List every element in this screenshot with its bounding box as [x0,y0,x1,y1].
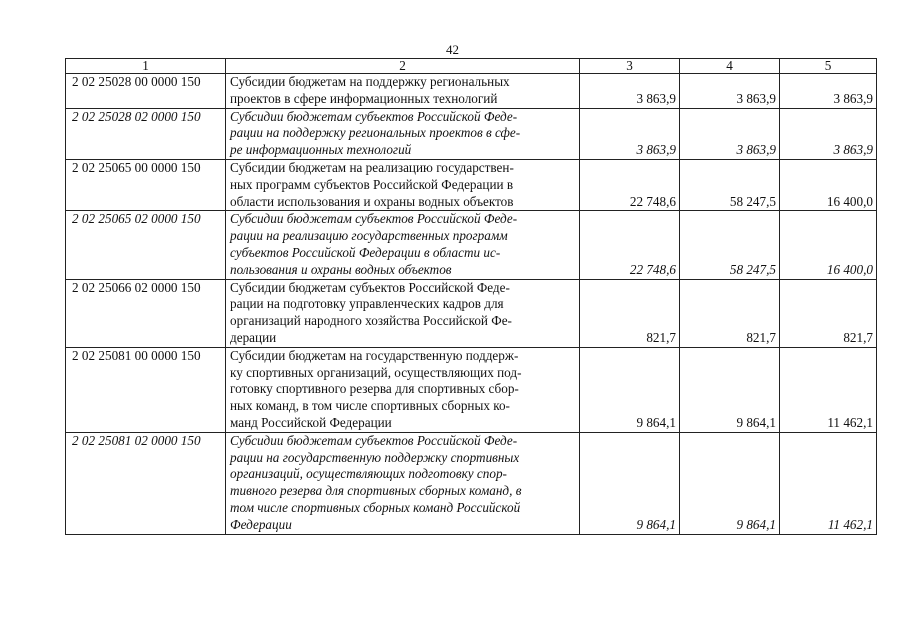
table-row [66,108,877,159]
amount-cell-col-5: 11 462,1 [780,432,877,534]
description-line: ных команд, в том числе спортивных сборных ко- [230,398,510,414]
table-row [66,432,877,534]
description-cell [226,211,580,279]
header-cell-3: 3 [580,59,680,74]
description-line: организаций народного хозяйства Российской Фе- [230,313,512,329]
budget-code-cell: 2 02 25081 02 0000 150 [66,432,226,534]
header-cell-5: 5 [780,59,877,74]
amount-cell-col-3: 22 748,6 [580,211,680,279]
amount-cell-col-3: 9 864,1 [580,347,680,432]
budget-code-cell: 2 02 25066 02 0000 150 [66,279,226,347]
header-cell-1: 1 [66,59,226,74]
amount-cell-col-4: 821,7 [680,279,780,347]
description-cell [226,74,580,109]
description-line: области использования и охраны водных объектов [230,193,514,209]
description-cell [226,432,580,534]
table-row [66,74,877,109]
description-line: манд Российской Федерации [230,414,392,430]
description-line: рации на реализацию государственных программ [230,228,508,244]
description-line: Федерации [230,516,292,532]
amount-cell-col-4: 3 863,9 [680,74,780,109]
description-line: пользования и охраны водных объектов [230,261,452,277]
description-line: Субсидии бюджетам на поддержку региональных [230,74,510,89]
description-line: дерации [230,329,277,345]
amount-cell-col-5: 3 863,9 [780,108,877,159]
description-line: тивного резерва для спортивных сборных команд, в [230,483,522,499]
amount-cell-col-5: 821,7 [780,279,877,347]
description-line: рации на государственную поддержку спортивных [230,449,520,465]
description-cell [226,159,580,210]
header-row [66,59,877,74]
amount-cell-col-5: 16 400,0 [780,211,877,279]
amount-cell-col-4: 3 863,9 [680,108,780,159]
amount-cell-col-3: 22 748,6 [580,159,680,210]
amount-cell-col-4: 58 247,5 [680,159,780,210]
description-line: Субсидии бюджетам субъектов Российской Феде- [230,432,518,448]
description-line: проектов в сфере информационных технологий [230,90,498,106]
description-line: Субсидии бюджетам на реализацию государствен- [230,159,514,175]
description-line: ных программ субъектов Российской Федерации в [230,176,514,192]
budget-code-cell: 2 02 25065 00 0000 150 [66,159,226,210]
budget-code-cell: 2 02 25028 02 0000 150 [66,108,226,159]
table-body [66,74,877,535]
description-cell [226,347,580,432]
amount-cell-col-4: 58 247,5 [680,211,780,279]
budget-table [65,58,877,535]
amount-cell-col-3: 821,7 [580,279,680,347]
description-line: том числе спортивных сборных команд Российской [230,499,521,515]
amount-cell-col-3: 3 863,9 [580,108,680,159]
header-cell-2: 2 [226,59,580,74]
description-line: Субсидии бюджетам субъектов Российской Феде- [230,108,518,124]
page-number: 42 [446,42,459,57]
description-line: рации на подготовку управленческих кадров для [230,296,504,312]
amount-cell-col-4: 9 864,1 [680,347,780,432]
description-line: ку спортивных организаций, осуществляющих под- [230,364,522,380]
table-row [66,211,877,279]
amount-cell-col-4: 9 864,1 [680,432,780,534]
description-line: Субсидии бюджетам на государственную поддерж- [230,347,519,363]
header-cell-4: 4 [680,59,780,74]
description-cell [226,279,580,347]
amount-cell-col-3: 3 863,9 [580,74,680,109]
budget-code-cell: 2 02 25081 00 0000 150 [66,347,226,432]
description-line: Субсидии бюджетам субъектов Российской Феде- [230,211,518,227]
amount-cell-col-3: 9 864,1 [580,432,680,534]
description-line: организаций, осуществляющих подготовку спор- [230,466,507,482]
table-row [66,159,877,210]
amount-cell-col-5: 3 863,9 [780,74,877,109]
amount-cell-col-5: 16 400,0 [780,159,877,210]
budget-code-cell: 2 02 25028 00 0000 150 [66,74,226,109]
budget-code-cell: 2 02 25065 02 0000 150 [66,211,226,279]
description-line: Субсидии бюджетам субъектов Российской Феде- [230,279,510,295]
description-line: рации на поддержку региональных проектов в сфе- [230,125,521,141]
amount-cell-col-5: 11 462,1 [780,347,877,432]
description-line: ре информационных технологий [230,142,412,158]
description-line: субъектов Российской Федерации в области ис- [230,244,501,260]
table-row [66,347,877,432]
table-row [66,279,877,347]
description-line: готовку спортивного резерва для спортивных сбор- [230,381,519,397]
description-cell [226,108,580,159]
